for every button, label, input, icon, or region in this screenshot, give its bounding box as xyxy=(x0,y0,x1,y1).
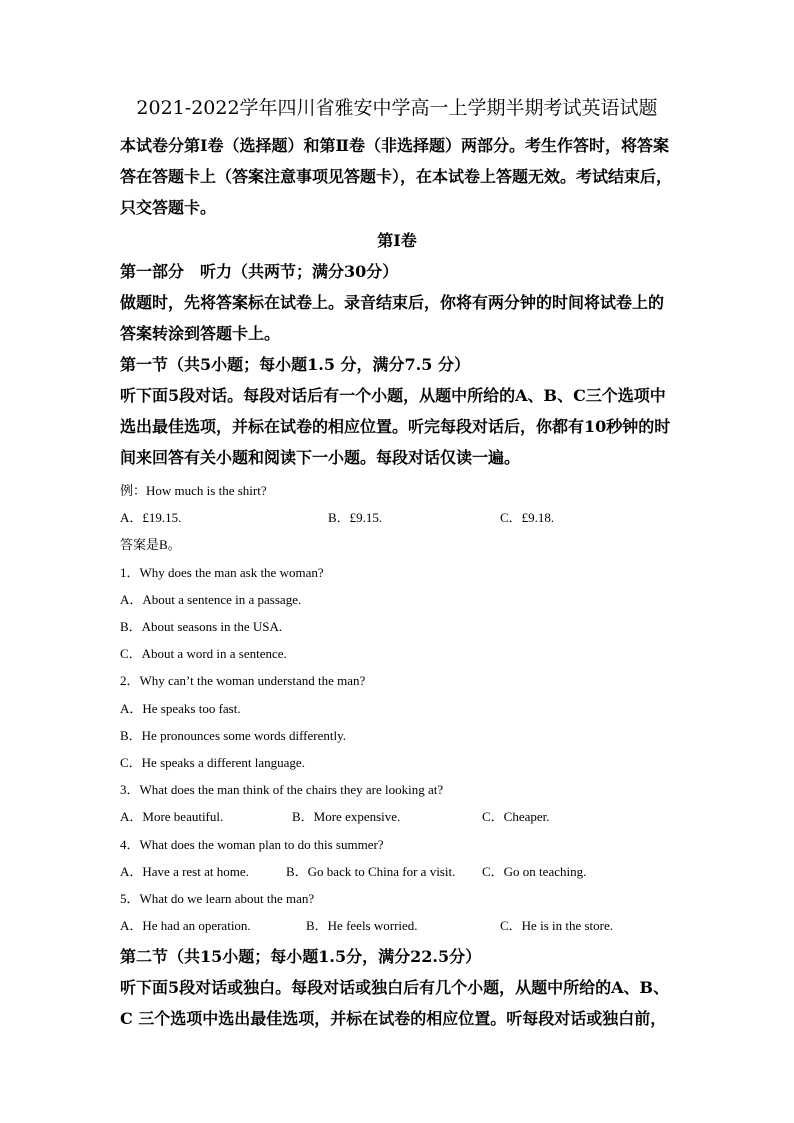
question-1-stem: 1．Why does the man ask the woman? xyxy=(120,564,324,580)
document-title: 2021-2022学年四川省雅安中学高一上学期半期考试英语试题 xyxy=(136,97,658,119)
section2-instructions: 听下面5段对话或独白。每段对话或独白后有几个小题，从题中所给的A、B、C 三个选项中选出最佳选项，并标在试卷的相应位置。听每段对话或独白前， xyxy=(120,978,670,1029)
section1-heading: 第一节（共5小题；每小题1.5 分，满分7.5 分） xyxy=(120,355,470,374)
question-5-options xyxy=(120,912,674,939)
question-3-options xyxy=(120,803,674,830)
question-2-option-b: B．He pronounces some words differently. xyxy=(120,727,347,743)
question-5-option-a: A．He had an operation. xyxy=(120,918,251,934)
question-2-option-c: C．He speaks a different language. xyxy=(120,755,305,771)
question-5-stem: 5．What do we learn about the man? xyxy=(120,891,315,906)
example-options xyxy=(120,504,674,531)
example-answer: 答案是B。 xyxy=(120,537,181,553)
question-1-option-b: B．About seasons in the USA. xyxy=(120,619,283,634)
question-4-stem: 4．What does the woman plan to do this summer? xyxy=(120,836,384,852)
question-4-options xyxy=(120,858,674,885)
question-5-option-b: B．He feels worried. xyxy=(306,918,418,934)
question-4-option-a: A．Have a rest at home. xyxy=(120,863,249,879)
part1-instructions: 做题时，先将答案标在试卷上。录音结束后，你将有两分钟的时间将试卷上的答案转涂到答题卡上。 xyxy=(120,293,665,343)
question-3-option-c: C．Cheaper. xyxy=(482,809,550,825)
section1-instructions: 听下面5段对话。每段对话后有一个小题，从题中所给的A、B、C三个选项中选出最佳选项，并标在试卷的相应位置。听完每段对话后，你都有10秒钟的时间来回答有关小题和阅读下一小题。每段对话仅读一遍。 xyxy=(120,386,671,467)
question-1-option-a: A．About a sentence in a passage. xyxy=(120,591,302,607)
example-block xyxy=(120,477,674,559)
example-option-a: A．£19.15. xyxy=(120,510,182,526)
intro-paragraph: 本试卷分第Ⅰ卷（选择题）和第Ⅱ卷（非选择题）两部分。考生作答时，将答案答在答题卡上（答案注意事项见答题卡），在本试卷上答题无效。考试结束后，只交答题卡。 xyxy=(120,136,673,217)
question-3-option-b: B．More expensive. xyxy=(292,809,401,825)
question-3-stem: 3．What does the man think of the chairs they are looking at? xyxy=(120,782,444,798)
volume-heading: 第Ⅰ卷 xyxy=(377,231,417,250)
question-3-option-a: A．More beautiful. xyxy=(120,809,224,825)
question-4-option-c: C．Go on teaching. xyxy=(482,863,587,879)
question-5-option-c: C．He is in the store. xyxy=(500,918,614,934)
question-1-option-c: C．About a word in a sentence. xyxy=(120,646,287,662)
question-2-stem: 2．Why can’t the woman understand the man? xyxy=(120,673,366,689)
example-option-b: B．£9.15. xyxy=(328,510,383,526)
example-question: 例：How much is the shirt? xyxy=(120,483,267,498)
example-option-c: C．£9.18. xyxy=(500,510,555,526)
section2-heading: 第二节（共15小题；每小题1.5分，满分22.5分） xyxy=(120,947,482,967)
part1-heading: 第一部分 听力（共两节；满分30分） xyxy=(120,262,399,281)
question-4-option-b: B．Go back to China for a visit. xyxy=(286,863,456,879)
question-2-option-a: A．He speaks too fast. xyxy=(120,700,241,716)
